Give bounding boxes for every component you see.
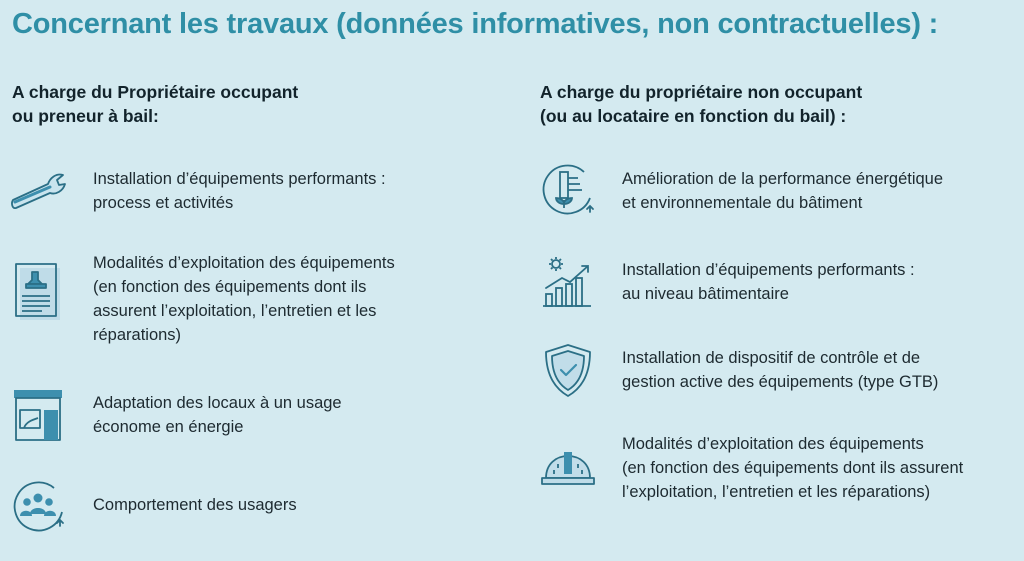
left-header-line: ou preneur à bail: — [12, 106, 159, 126]
left-item-text — [93, 251, 395, 347]
left-item-text — [93, 493, 297, 517]
item-line: Comportement des usagers — [93, 496, 297, 514]
item-line: gestion active des équipements (type GTB) — [622, 373, 939, 391]
item-line: économe en énergie — [93, 418, 244, 436]
storefront-icon — [12, 386, 68, 442]
users-group-icon — [10, 478, 66, 534]
right-item-text — [622, 432, 963, 504]
right-item-text — [622, 258, 915, 306]
page-title: Concernant les travaux (données informatives, non contractuelles) : — [12, 8, 939, 40]
right-column-header — [540, 80, 862, 128]
item-line: Modalités d’exploitation des équipements — [93, 254, 395, 272]
hard-hat-icon — [540, 446, 596, 490]
building-plant-icon — [540, 162, 596, 218]
wrench-icon — [10, 162, 66, 218]
item-line: process et activités — [93, 194, 234, 212]
item-line: (en fonction des équipements dont ils assurent — [622, 459, 964, 477]
item-line: Adaptation des locaux à un usage — [93, 394, 342, 412]
right-item-text — [622, 346, 938, 394]
growth-chart-icon — [540, 254, 596, 310]
document-stamp-icon — [10, 262, 66, 324]
shield-check-icon — [540, 342, 596, 398]
right-header-line: A charge du propriétaire non occupant — [540, 82, 863, 102]
right-header-line: (ou au locataire en fonction du bail) : — [540, 106, 847, 126]
item-line: (en fonction des équipements dont ils — [93, 278, 367, 296]
item-line: Installation d’équipements performants : — [93, 170, 386, 188]
left-header-line: A charge du Propriétaire occupant — [12, 82, 299, 102]
item-line: Installation d’équipements performants : — [622, 261, 915, 279]
item-line: au niveau bâtimentaire — [622, 285, 789, 303]
item-line: Installation de dispositif de contrôle et de — [622, 349, 921, 367]
item-line: réparations) — [93, 326, 182, 344]
left-column-header — [12, 80, 298, 128]
left-item-text — [93, 391, 342, 439]
right-item-text — [622, 167, 943, 215]
item-line: assurent l’exploitation, l’entretien et les — [93, 302, 377, 320]
item-line: Modalités d’exploitation des équipements — [622, 435, 924, 453]
item-line: l’exploitation, l’entretien et les réparations) — [622, 483, 931, 501]
item-line: Amélioration de la performance énergétique — [622, 170, 944, 188]
left-item-text — [93, 167, 386, 215]
item-line: et environnementale du bâtiment — [622, 194, 863, 212]
